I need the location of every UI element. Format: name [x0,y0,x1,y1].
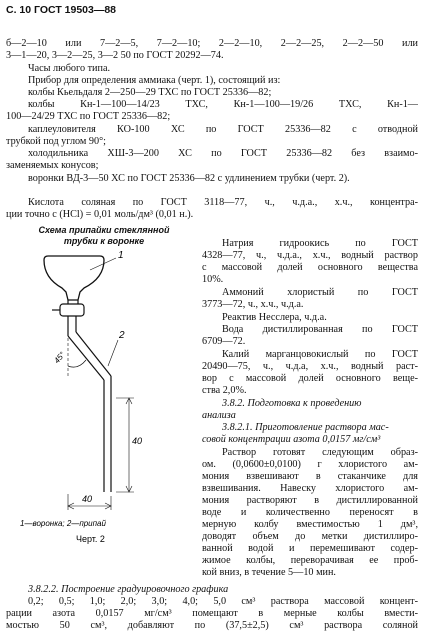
dim-horizontal-label: 40 [82,494,93,504]
funnel-bowl [44,256,104,300]
text-line: колбы Кьельдаля 2—250—29 ТХС по ГОСТ 25336—82; [28,87,272,98]
text-line: взвешивания. Навеску хлористого ам- [202,483,418,494]
angle-label: 45° [52,350,67,366]
text-line: кой вниз, в течение 5—10 мин. [202,567,336,578]
text-line: ства 2,0%. [202,385,247,396]
text-line: колбы Кн-1—100—14/23 ТХС, Кн-1—100—19/26 ТХС, Кн-1— [28,99,418,110]
text-line: рации азота 0,0157 мг/см³ помещают в мерные колбы вмести- [6,608,418,619]
section-heading: анализа [202,410,236,421]
dim-vertical-label: 40 [132,436,143,446]
text-line: мония растворяют в дистиллированной [202,495,418,506]
text-line: 4328—77, ч., ч.д.а., х.ч., водный раствор [202,250,418,261]
text-line: Часы любого типа. [28,63,111,74]
text-line: ванной водой и перемешивают содер- [202,543,418,554]
text-line: 0,2; 0,5; 1,0; 2,0; 3,0; 4,0; 5,0 см³ раствора массовой концент- [28,596,418,607]
figure-caption: трубки к воронке [63,236,145,246]
funnel-drawing [4,248,200,548]
figure-title: Черт. 2 [76,534,105,544]
text-line: мерную колбу вместимостью 1 дм³, [202,519,418,530]
text-line: Прибор для определения аммиака (черт. 1), состоящий из: [28,75,281,86]
text-line: каплеуловителя КО-100 ХС по ГОСТ 25336—82 с отводной [28,124,418,135]
text-line: заменяемых конусов; [6,160,99,171]
text-line: доводят объем до метки дистиллиро- [202,531,418,542]
text-line: 20490—75, ч., ч.д.а, х.ч., водный раст- [202,361,418,372]
text-line: вор с массовой долей основного веще- [202,373,418,384]
text-line: 3773—72, ч., х.ч., ч.д.а. [202,299,304,310]
text-line: Раствор готовят следующим образ- [222,447,418,458]
section-heading: 3.8.2. Подготовка к проведению [222,398,362,409]
figure-caption: Схема припайки стеклянной [38,225,170,235]
text-line: трубкой под углом 90°; [6,136,107,147]
text-line: с массовой долей основного вещества [202,262,418,273]
text-line: 100—24/29 ТХС по ГОСТ 25336—82; [6,111,171,122]
text-line: Калий марганцовокислый по ГОСТ [222,349,418,360]
label-1: 1 [118,250,124,261]
stopcock [60,304,84,316]
text-line: холодильника ХШ-3—200 ХС по ГОСТ 25336—82 без взаимо- [28,148,418,159]
subsection-heading: 3.8.2.1. Приготовление раствора мас- [222,422,389,433]
text-line: 6709—72. [202,336,246,347]
text-line: 10%. [202,274,224,285]
text-line: воронки ВД-3—50 ХС по ГОСТ 25336—82 с удлинением трубки (черт. 2). [28,173,350,184]
text-line: Вода дистиллированная по ГОСТ [222,324,418,335]
text-line: воде и количественно переносят в [202,507,418,518]
text-line: Кислота соляная по ГОСТ 3118—77, ч., ч.д.а., х.ч., концентра- [28,197,418,208]
text-line: б—2—10 или 7—2—5, 7—2—10; 2—2—10, 2—2—25, 2—2—50 или [6,38,418,49]
text-line: мостью 50 см³, добавляют по (37,5±2,5) см³ раствора соляной [6,620,418,631]
label-2: 2 [119,330,125,341]
subsection-heading: 3.8.2.2. Построение градуировочного графика [28,584,229,595]
text-line: Аммоний хлористый по ГОСТ [222,287,418,298]
page-header: С. 10 ГОСТ 19503—88 [6,4,117,16]
text-line: Реактив Несслера, ч.д.а. [222,312,327,323]
text-line: ом. (0,0600±0,0100) г хлористого ам- [202,459,418,470]
text-line: Натрия гидроокись по ГОСТ [222,238,418,249]
subsection-heading: совой концентрации азота 0,0157 мг/см³ [202,434,381,445]
text-line: жимое колбы, переворачивая ее проб- [202,555,418,566]
text-line: ции точно с (HCl) = 0,01 моль/дм³ (0,01 н.). [6,209,194,220]
text-line: мония взвешивают в стаканчике для [202,471,418,482]
figure-legend: 1—воронка; 2—припай [20,519,106,528]
text-line: 3—1—20, 3—2—25, 3—2 50 по ГОСТ 20292—74. [6,50,224,61]
